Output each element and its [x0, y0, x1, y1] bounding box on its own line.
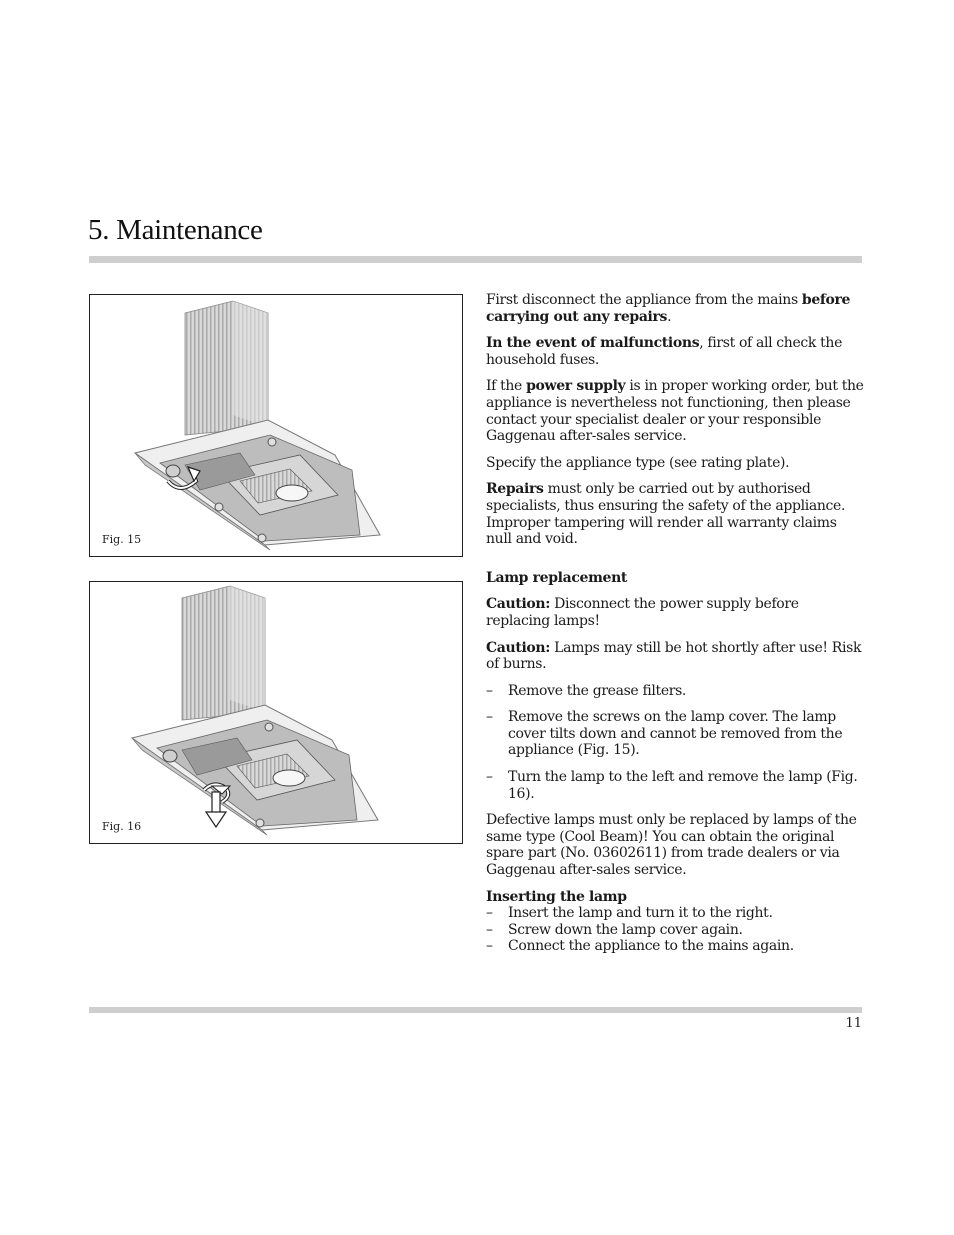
list-item: – Remove the grease filters.: [486, 682, 687, 699]
list-item: – Remove the screws on the lamp cover. The lamp cover tilts down and cannot be removed from the appliance (Fig. 15).: [486, 709, 843, 759]
paragraph-defective-lamps: Defective lamps must only be replaced by lamps of the same type (Cool Beam)! You can obtain the original spare part (No. 03602611) from trade dealers or via Gaggenau after-sales service.: [486, 812, 857, 879]
caution-power: Caution: Disconnect the power supply before replacing lamps!: [486, 596, 799, 629]
list-item: – Connect the appliance to the mains again.: [486, 938, 794, 955]
figure-16: [89, 581, 463, 844]
figure-15: [89, 294, 463, 557]
figure-caption: Fig. 16: [102, 820, 142, 833]
hood-illustration-lamp-cover: [90, 295, 463, 557]
paragraph-appliance-type: Specify the appliance type (see rating plate).: [486, 454, 790, 471]
inserting-steps-list: [486, 905, 866, 955]
section-heading-lamp-replacement: Lamp replacement: [486, 569, 628, 586]
body-text: [486, 292, 866, 955]
list-item: – Screw down the lamp cover again.: [486, 921, 743, 938]
footer-rule: [89, 1007, 862, 1013]
paragraph-disconnect: First disconnect the appliance from the mains before carrying out any repairs.: [486, 292, 851, 325]
page-number: 11: [845, 1016, 862, 1031]
hood-illustration-lamp-removal: [90, 582, 463, 844]
list-item: – Insert the lamp and turn it to the right.: [486, 905, 773, 922]
page-title: 5. Maintenance: [88, 214, 263, 246]
paragraph-power-supply: If the power supply is in proper working order, but the appliance is nevertheless not functioning, then please contact your specialist dealer or your responsible Gaggenau after-sales service.: [486, 378, 864, 445]
header-rule: [89, 256, 862, 263]
paragraph-repairs: Repairs must only be carried out by authorised specialists, thus ensuring the safety of the appliance. Improper tampering will render all warranty claims null and void.: [486, 481, 846, 548]
section-heading-inserting-lamp: Inserting the lamp: [486, 888, 627, 905]
figure-caption: Fig. 15: [102, 533, 142, 546]
paragraph-malfunctions: In the event of malfunctions, first of all check the household fuses.: [486, 335, 843, 368]
list-item: – Turn the lamp to the left and remove the lamp (Fig. 16).: [486, 769, 858, 802]
caution-hot: Caution: Lamps may still be hot shortly after use! Risk of burns.: [486, 639, 862, 673]
